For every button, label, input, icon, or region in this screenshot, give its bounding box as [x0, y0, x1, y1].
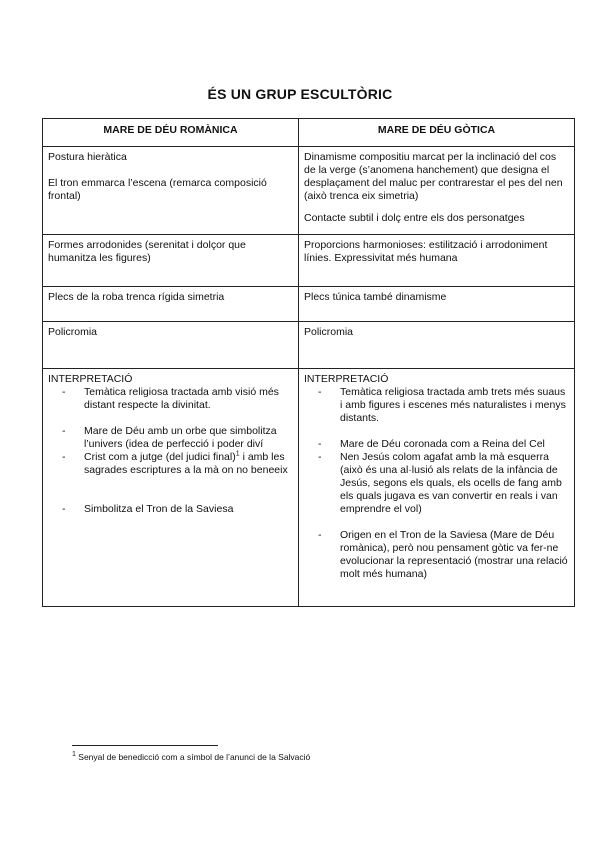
list-item: - Simbolitza el Tron de la Saviesa — [62, 503, 293, 516]
comparison-table — [42, 118, 575, 607]
cell-text: Proporcions harmonioses: estilització i arrodoniment línies. Expressivitat més humana — [304, 239, 548, 264]
cell-romanesque — [43, 147, 299, 235]
cell-text: Postura hieràtica — [48, 151, 127, 163]
cell-text: Plecs de la roba trenca rígida simetria — [48, 291, 225, 303]
page-title: ÉS UN GRUP ESCULTÒRIC — [207, 86, 393, 102]
footnote-number: 1 — [72, 751, 76, 759]
cell-text: Policromia — [304, 326, 354, 338]
cell-gothic — [299, 287, 575, 322]
table-row — [43, 322, 575, 369]
footnote-ref: 1 — [235, 450, 240, 458]
list-item: - Mare de Déu coronada com a Reina del Cel — [318, 438, 569, 451]
footnote-separator — [72, 745, 218, 746]
cell-romanesque — [43, 322, 299, 369]
table-row — [43, 235, 575, 287]
list-item — [62, 451, 293, 477]
footnote — [72, 752, 310, 762]
cell-romanesque-interpretation — [43, 369, 299, 607]
cell-gothic — [299, 322, 575, 369]
list-item-text: Crist com a jutge (del judici final) — [84, 451, 236, 463]
interpretation-heading: INTERPRETACIÓ — [48, 373, 133, 385]
footnote-text: Senyal de benedicció com a símbol de l’anunci de la Salvació — [78, 752, 311, 762]
cell-gothic — [299, 235, 575, 287]
table-row — [43, 147, 575, 235]
interpretation-heading: INTERPRETACIÓ — [304, 373, 389, 385]
interpretation-list — [304, 386, 569, 581]
table-header-row — [43, 119, 575, 147]
list-item-text: i amb les sagrades escriptures a la mà on no beneeix — [84, 451, 288, 476]
cell-gothic — [299, 147, 575, 235]
header-gothic: MARE DE DÉU GÒTICA — [299, 119, 575, 147]
list-item: - Mare de Déu amb un orbe que simbolitza l’univers (idea de perfecció i poder diví — [62, 425, 293, 451]
table-row — [43, 287, 575, 322]
cell-text: Dinamisme compositiu marcat per la inclinació del cos de la verge (s’anomena hanchement) que designa el desplaçament del maluc per contrarestar el pes del nen (això trenca eix simetria) — [304, 151, 563, 202]
cell-text: Contacte subtil i dolç entre els dos personatges — [304, 212, 525, 224]
cell-text: El tron emmarca l’escena (remarca composició frontal) — [48, 177, 267, 202]
list-item: - Temàtica religiosa tractada amb visió més distant respecte la divinitat. — [62, 386, 293, 412]
list-item: - Nen Jesús colom agafat amb la mà esquerra (això és una al·lusió als relats de la infància de Jesús, segons els quals, els ocells de fang amb els quals jugava es van convertir en reals i van emprendre el vol) — [318, 451, 569, 516]
cell-text: Plecs túnica també dinamisme — [304, 291, 447, 303]
cell-text: Policromia — [48, 326, 98, 338]
cell-text: Formes arrodonides (serenitat i dolçor que humanitza les figures) — [48, 239, 246, 264]
interpretation-list — [48, 386, 293, 516]
list-item: - Origen en el Tron de la Saviesa (Mare de Déu romànica), però nou pensament gòtic va fer-ne evolucionar la representació (mostrar una relació molt més humana) — [318, 529, 569, 581]
header-romanesque: MARE DE DÉU ROMÀNICA — [43, 119, 299, 147]
cell-gothic-interpretation — [299, 369, 575, 607]
list-item: - Temàtica religiosa tractada amb trets més suaus i amb figures i escenes més naturalistes i menys distants. — [318, 386, 569, 425]
cell-romanesque — [43, 287, 299, 322]
cell-romanesque — [43, 235, 299, 287]
table-row-interpretation — [43, 369, 575, 607]
